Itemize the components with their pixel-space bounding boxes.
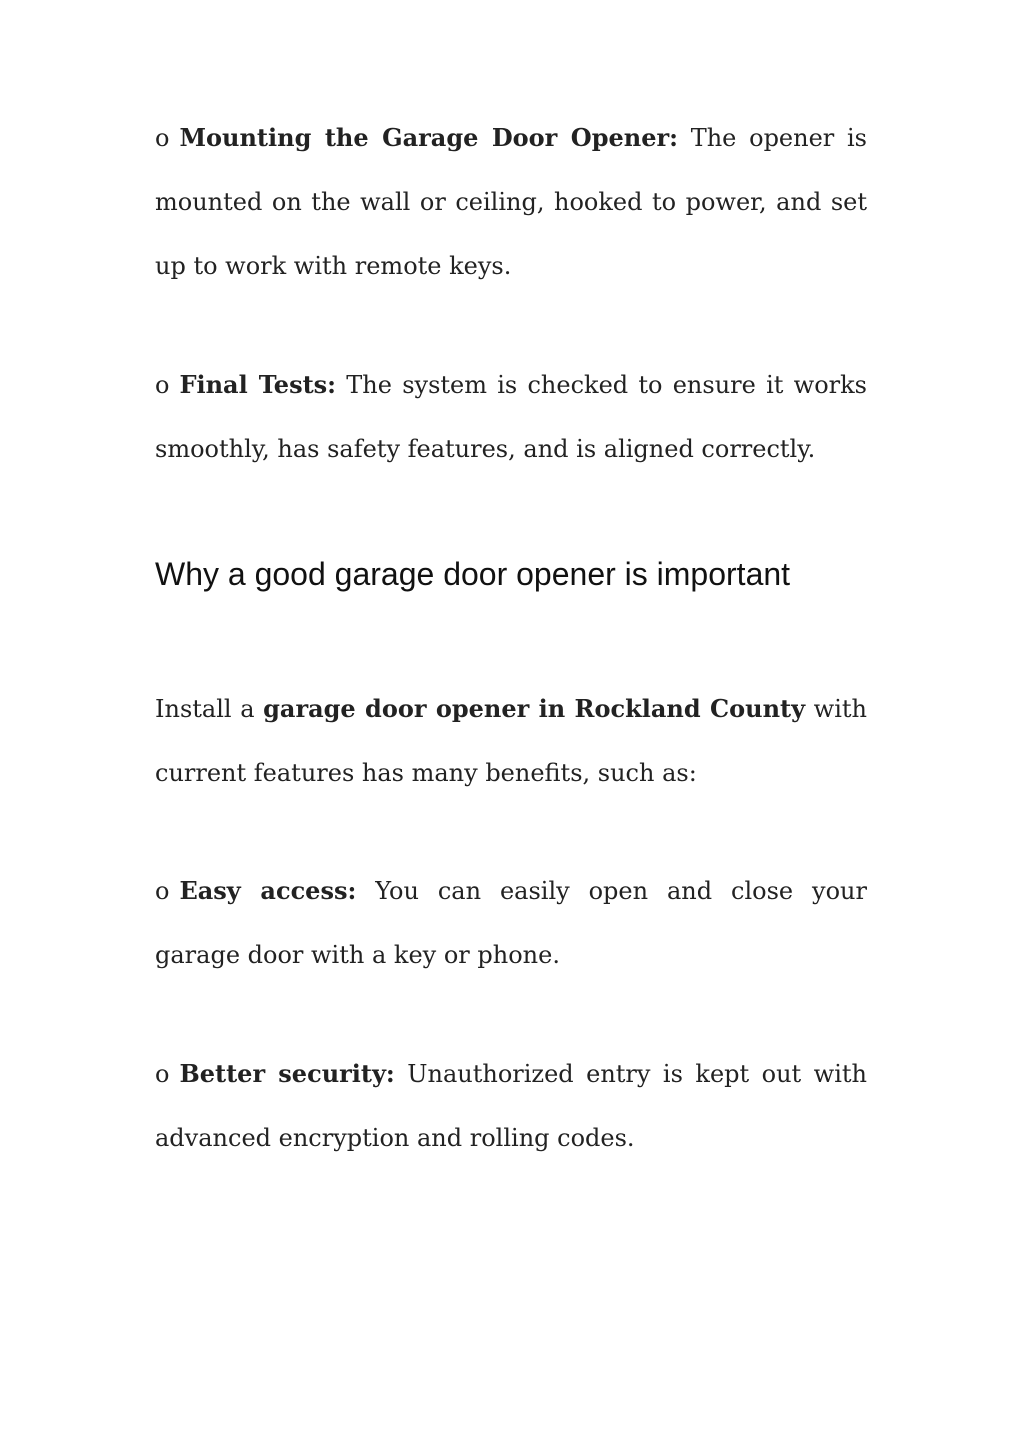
intro-text-before: Install a (155, 695, 264, 723)
list-item-final-tests (155, 353, 867, 481)
bullet-marker: o (155, 1060, 170, 1088)
list-item-mounting (155, 106, 867, 298)
list-item-text: You can easily open and close your garage door with a key or phone. (155, 877, 867, 969)
list-item-better-security (155, 1042, 867, 1170)
list-item-title: Final Tests: (179, 370, 337, 399)
bullet-marker: o (155, 371, 170, 399)
section-heading: Why a good garage door opener is important (155, 556, 791, 592)
list-item-text: The opener is mounted on the wall or ceiling, hooked to power, and set up to work with remote keys. (155, 124, 867, 280)
list-item-text: Unauthorized entry is kept out with advanced encryption and rolling codes. (155, 1060, 867, 1152)
list-item-text: The system is checked to ensure it works smoothly, has safety features, and is aligned correctly. (155, 371, 867, 463)
intro-bold-keyword: garage door opener in Rockland County (263, 694, 806, 723)
bullet-marker: o (155, 877, 170, 905)
list-item-title: Better security: (179, 1059, 395, 1088)
list-item-easy-access (155, 859, 867, 987)
intro-paragraph (155, 677, 867, 805)
list-item-title: Easy access: (179, 876, 357, 905)
list-item-title: Mounting the Garage Door Opener: (179, 123, 678, 152)
intro-text-after: with current features has many benefits, such as: (155, 695, 867, 787)
bullet-marker: o (155, 124, 170, 152)
